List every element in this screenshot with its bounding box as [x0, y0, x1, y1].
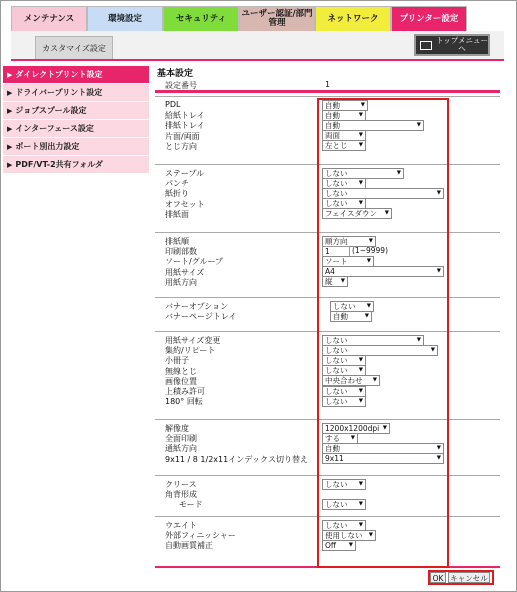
- monitor-icon: [420, 41, 432, 50]
- range-hint: (1~9999): [352, 246, 388, 256]
- chevron-down-icon: ▼: [366, 257, 371, 264]
- sidebar-item[interactable]: [3, 102, 149, 119]
- select-value: 1: [325, 246, 330, 256]
- select-value: 自動: [325, 120, 340, 130]
- cancel-button[interactable]: キャンセル: [448, 572, 490, 583]
- arrow-right-icon: ▶: [7, 88, 13, 97]
- arrow-right-icon: ▶: [7, 160, 13, 169]
- setting-label: 角背形成: [165, 490, 197, 500]
- setting-label: 用紙サイズ変更: [165, 336, 221, 345]
- arrow-right-icon: ▶: [7, 124, 13, 133]
- tab-label: 環境設定: [107, 13, 142, 24]
- sidebar-item-label: ジョブスプール設定: [15, 106, 87, 115]
- subtab-label: カスタマイズ設定: [42, 43, 106, 53]
- divider: [155, 90, 500, 93]
- setting-label: 用紙方向: [165, 277, 197, 287]
- sidebar-item-label: ダイレクトプリント設定: [15, 70, 103, 79]
- setting-label: 上積み許可: [165, 387, 205, 396]
- setting-number-label: 設定番号: [165, 81, 197, 90]
- setting-label: 全面印刷: [165, 434, 197, 444]
- select-value: 左とじ: [325, 141, 348, 151]
- setting-label: 無線とじ: [165, 366, 197, 376]
- chevron-down-icon: ▼: [416, 336, 421, 343]
- top-menu-label: トップメニューへ: [436, 36, 488, 53]
- chevron-down-icon: ▼: [430, 346, 435, 353]
- chevron-down-icon: ▼: [366, 302, 371, 309]
- setting-label: 印刷部数: [165, 247, 197, 257]
- select-value: しない: [325, 178, 348, 188]
- select-value: 使用しない: [325, 530, 363, 540]
- setting-label: 排紙面: [165, 209, 189, 219]
- setting-label: モード: [179, 500, 203, 510]
- select-value: 9x11: [325, 454, 344, 464]
- chevron-down-icon: ▼: [436, 268, 441, 275]
- setting-number-value: 1: [325, 80, 331, 89]
- chevron-down-icon: ▼: [364, 312, 369, 319]
- setting-label: 解像度: [165, 424, 189, 433]
- setting-label: 9x11 / 8 1/2x11インデックス切り替え: [165, 454, 308, 464]
- select-value: 自動: [325, 443, 340, 453]
- select-value: Off: [325, 540, 337, 550]
- sidebar-item[interactable]: [3, 84, 149, 101]
- chevron-down-icon: ▼: [436, 189, 441, 196]
- select-value: しない: [325, 386, 348, 396]
- chevron-down-icon: ▼: [358, 111, 363, 118]
- setting-label: 外部フィニッシャー: [165, 531, 236, 541]
- chevron-down-icon: ▼: [358, 480, 363, 487]
- setting-label: 集約/リピート: [165, 346, 216, 356]
- chevron-down-icon: ▼: [358, 142, 363, 149]
- setting-label: バナーオプション: [165, 302, 229, 311]
- select-value: しない: [325, 520, 348, 530]
- sidebar: [3, 66, 149, 174]
- tab-label: メンテナンス: [23, 13, 75, 24]
- chevron-down-icon: ▼: [384, 210, 389, 217]
- chevron-down-icon: ▼: [360, 101, 365, 108]
- select-value: しない: [325, 335, 348, 345]
- select-value: しない: [325, 499, 348, 509]
- chevron-down-icon: ▼: [348, 541, 353, 548]
- sidebar-item-label: インターフェース設定: [15, 124, 94, 133]
- sidebar-item-label: ポート別出力設定: [15, 142, 80, 151]
- tab-environment[interactable]: [87, 6, 163, 31]
- select-value: 自動: [325, 110, 340, 120]
- setting-label: とじ方向: [165, 141, 197, 151]
- chevron-down-icon: ▼: [368, 237, 373, 244]
- chevron-down-icon: ▼: [396, 169, 401, 176]
- tab-label: ユーザー認証/部門管理: [241, 9, 313, 28]
- select-value: しない: [325, 199, 348, 209]
- chevron-down-icon: ▼: [368, 531, 373, 538]
- tab-label: ネットワーク: [327, 13, 379, 24]
- arrow-right-icon: ▶: [7, 106, 13, 115]
- chevron-down-icon: ▼: [358, 500, 363, 507]
- select-value: フェイスダウン: [325, 209, 378, 219]
- sidebar-item-label: ドライバープリント設定: [15, 88, 103, 97]
- setting-label: オフセット: [165, 199, 205, 209]
- select-value: 両面: [325, 131, 340, 141]
- setting-label: 片面/両面: [165, 131, 200, 141]
- select-value: しない: [325, 188, 348, 198]
- setting-label: 排紙トレイ: [165, 121, 205, 131]
- setting-label: ステープル: [165, 169, 205, 178]
- select-value: する: [325, 433, 340, 443]
- page-title: 基本設定: [157, 69, 194, 79]
- setting-label: 排紙順: [165, 237, 189, 246]
- setting-label: ウエイト: [165, 521, 197, 530]
- setting-label: PDL: [165, 100, 181, 109]
- highlight-box: [317, 98, 449, 568]
- sub-bar: [11, 31, 504, 61]
- chevron-down-icon: ▼: [358, 397, 363, 404]
- setting-label: 小冊子: [165, 356, 189, 366]
- setting-label: 180° 回転: [165, 397, 203, 407]
- chevron-down-icon: ▼: [358, 367, 363, 374]
- setting-label: 給紙トレイ: [165, 111, 205, 121]
- tab-security[interactable]: [163, 6, 239, 31]
- select-value: しない: [325, 396, 348, 406]
- select-value: しない: [325, 479, 348, 489]
- select-value: 順方向: [325, 236, 348, 246]
- select-value: 自動: [325, 100, 340, 110]
- sidebar-item[interactable]: [3, 120, 149, 137]
- select-value: しない: [325, 168, 348, 178]
- chevron-down-icon: ▼: [372, 377, 377, 384]
- select-value: 自動: [333, 311, 348, 321]
- tab-printer-settings[interactable]: [391, 6, 467, 31]
- chevron-down-icon: ▼: [358, 521, 363, 528]
- select-value: 中央合わせ: [325, 376, 363, 386]
- chevron-down-icon: ▼: [358, 200, 363, 207]
- chevron-down-icon: ▼: [358, 387, 363, 394]
- action-buttons: [428, 570, 494, 584]
- sidebar-item-label: PDF/VT-2共有フォルダ: [15, 160, 103, 169]
- select-value: 1200x1200dpi: [325, 423, 380, 433]
- setting-label: 通紙方向: [165, 444, 197, 454]
- chevron-down-icon: ▼: [416, 121, 421, 128]
- chevron-down-icon: ▼: [382, 424, 387, 431]
- select-value: しない: [325, 366, 348, 376]
- chevron-down-icon: ▼: [350, 434, 355, 441]
- setting-label: 紙折り: [165, 189, 189, 199]
- select-value: しない: [325, 345, 348, 355]
- setting-label: 画像位置: [165, 376, 197, 386]
- chevron-down-icon: ▼: [358, 356, 363, 363]
- ok-button[interactable]: OK: [430, 572, 446, 583]
- select-value: しない: [333, 301, 356, 311]
- chevron-down-icon: ▼: [340, 278, 345, 285]
- chevron-down-icon: ▼: [436, 444, 441, 451]
- select-value: ソート: [325, 256, 348, 266]
- tab-label: プリンター設定: [399, 13, 459, 24]
- select-value: しない: [325, 355, 348, 365]
- setting-label: バナーページトレイ: [165, 312, 237, 322]
- sidebar-item[interactable]: [3, 156, 149, 173]
- sidebar-item[interactable]: [3, 66, 149, 83]
- sidebar-item[interactable]: [3, 138, 149, 155]
- setting-label: 自動画質補正: [165, 541, 213, 551]
- tab-label: セキュリティ: [175, 13, 227, 24]
- arrow-right-icon: ▶: [7, 70, 13, 79]
- select-value: A4: [325, 267, 335, 277]
- setting-label: ソート/グループ: [165, 257, 224, 267]
- setting-label: 用紙サイズ: [165, 267, 205, 277]
- tab-user-auth[interactable]: [239, 6, 315, 31]
- tab-customize-settings[interactable]: [35, 36, 113, 59]
- top-menu-button[interactable]: [414, 34, 490, 56]
- arrow-right-icon: ▶: [7, 142, 13, 151]
- chevron-down-icon: ▼: [358, 179, 363, 186]
- chevron-down-icon: ▼: [358, 132, 363, 139]
- select-value: 縦: [325, 277, 333, 287]
- setting-label: クリース: [165, 480, 197, 489]
- tab-maintenance[interactable]: [11, 6, 87, 31]
- tab-network[interactable]: [315, 6, 391, 31]
- chevron-down-icon: ▼: [436, 455, 441, 462]
- setting-label: パンチ: [165, 179, 189, 189]
